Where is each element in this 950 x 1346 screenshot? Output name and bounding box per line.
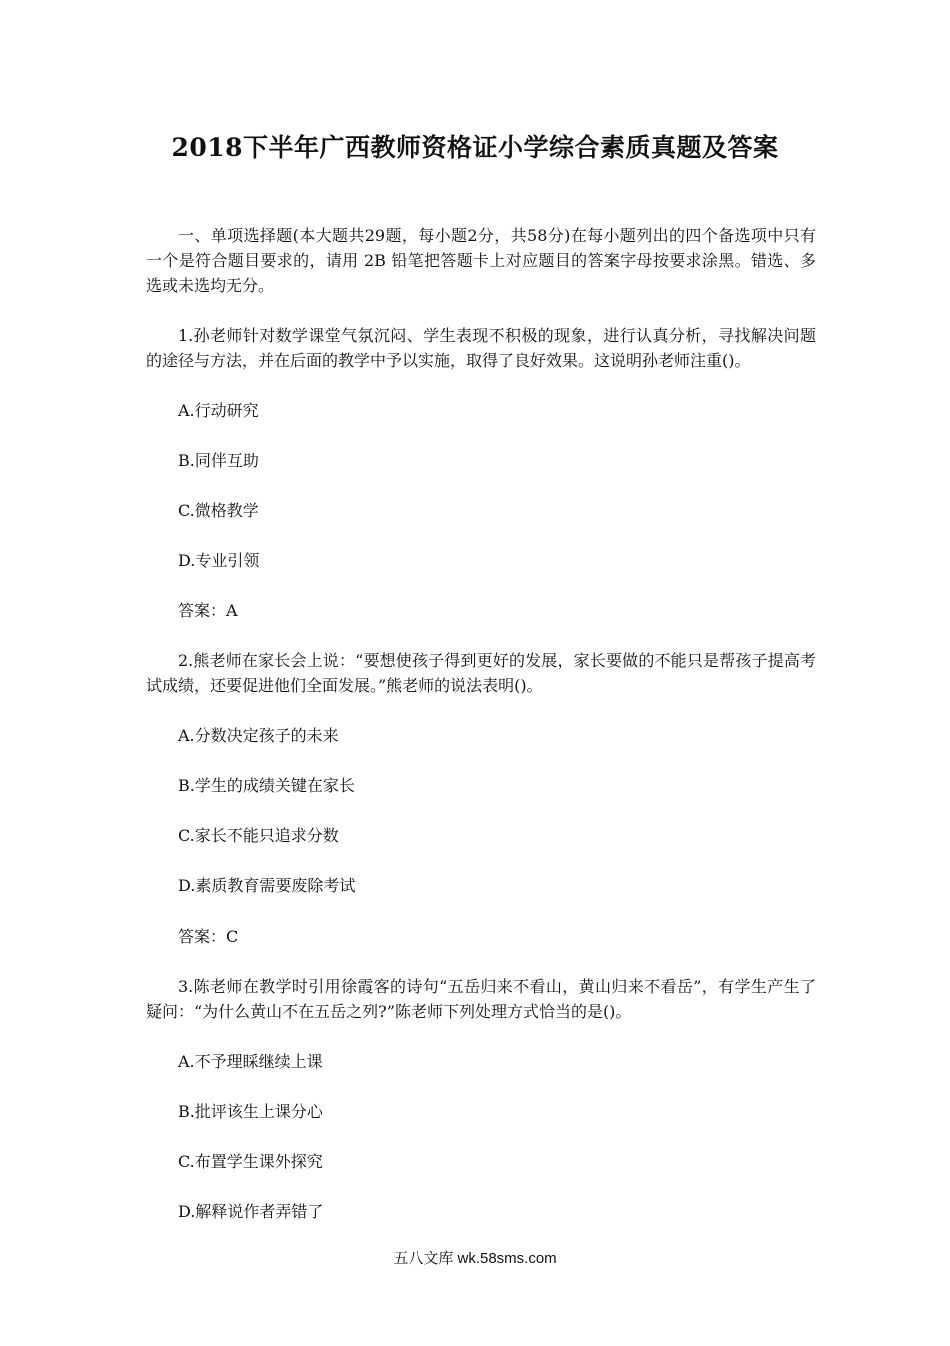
- page-title: 2018下半年广西教师资格证小学综合素质真题及答案: [171, 133, 779, 162]
- page-footer: 五八文库 wk.58sms.com: [393, 1250, 557, 1267]
- question-2-option-b: B.学生的成绩关键在家长: [178, 776, 355, 795]
- question-1-answer: 答案：A: [178, 601, 238, 620]
- question-3-stem: 3.陈老师在教学时引用徐霞客的诗句“五岳归来不看山，黄山归来不看岳”，有学生产生了疑问：“为什么黄山不在五岳之列?”陈老师下列处理方式恰当的是()。: [146, 977, 816, 1021]
- question-2-answer: 答案：C: [178, 927, 239, 946]
- question-3-option-a: A.不予理睬继续上课: [178, 1052, 323, 1071]
- question-3-option-c: C.布置学生课外探究: [178, 1152, 323, 1171]
- question-1-option-c: C.微格教学: [178, 501, 259, 520]
- question-2-stem: 2.熊老师在家长会上说：“要想使孩子得到更好的发展，家长要做的不能只是帮孩子提高考试成绩，还要促进他们全面发展。”熊老师的说法表明()。: [146, 651, 816, 695]
- section-intro: 一、单项选择题(本大题共29题，每小题2分，共58分)在每小题列出的四个备选项中只有一个是符合题目要求的，请用 2B 铅笔把答题卡上对应题目的答案字母按要求涂黑。错选、多选或未选均无分。: [146, 226, 816, 295]
- question-3-option-b: B.批评该生上课分心: [178, 1102, 323, 1121]
- question-2-option-c: C.家长不能只追求分数: [178, 826, 339, 845]
- question-1-option-d: D.专业引领: [178, 551, 260, 570]
- question-1-option-a: A.行动研究: [178, 401, 259, 420]
- question-1-stem: 1.孙老师针对数学课堂气氛沉闷、学生表现不积极的现象，进行认真分析，寻找解决问题的途径与方法，并在后面的教学中予以实施，取得了良好效果。这说明孙老师注重()。: [146, 326, 816, 370]
- question-1-option-b: B.同伴互助: [178, 451, 259, 470]
- question-2-option-d: D.素质教育需要废除考试: [178, 876, 356, 895]
- question-3-option-d: D.解释说作者弄错了: [178, 1202, 324, 1221]
- question-2-option-a: A.分数决定孩子的未来: [178, 726, 339, 745]
